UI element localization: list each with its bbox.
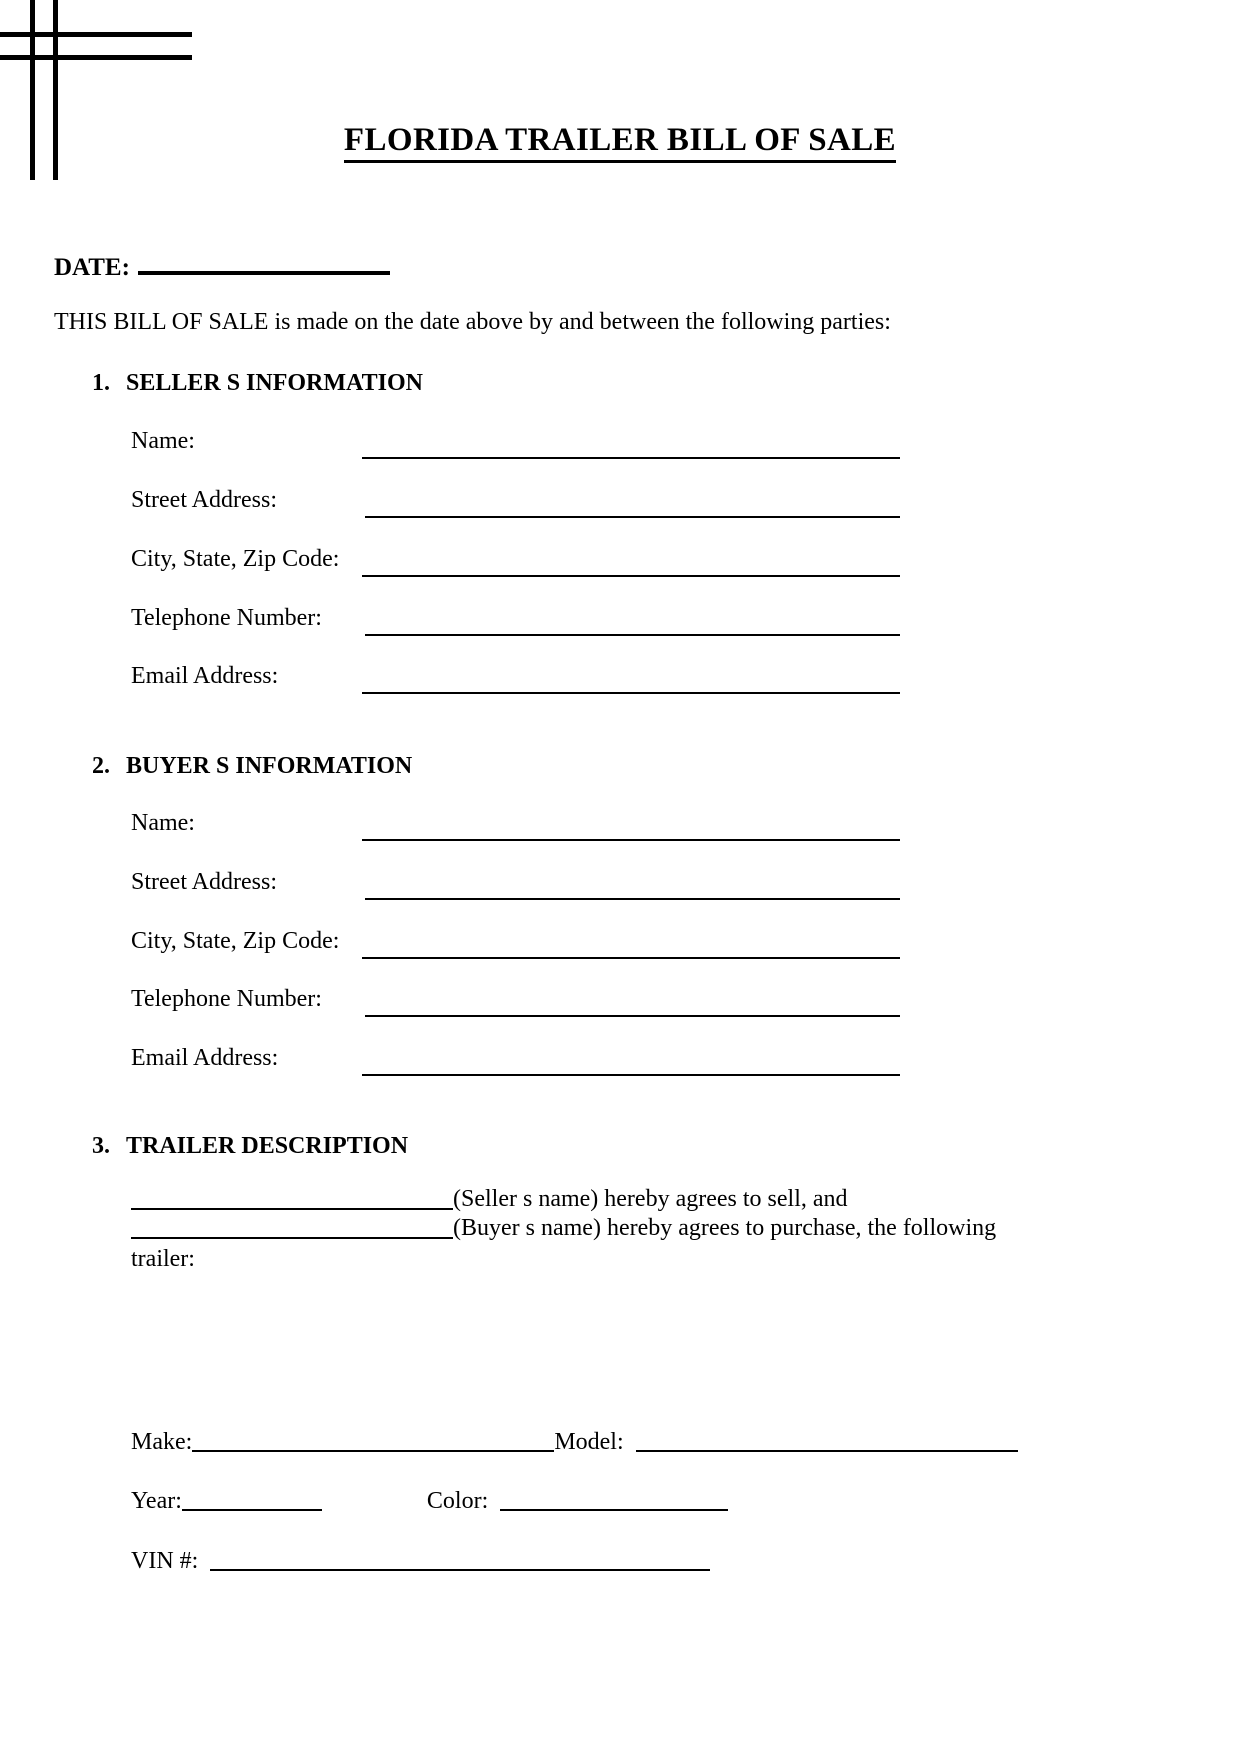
field-blank-buyer-street-address[interactable] <box>365 898 900 900</box>
field-blank-buyer-email[interactable] <box>362 1074 900 1076</box>
page-title <box>0 122 1240 159</box>
clause-tail-text: trailer: <box>131 1246 195 1272</box>
model-blank[interactable] <box>636 1430 1018 1452</box>
field-blank-buyer-telephone[interactable] <box>365 1015 900 1017</box>
field-label: Street Address: <box>131 487 277 513</box>
field-label: Email Address: <box>131 663 279 689</box>
model-label: Model: <box>554 1429 624 1455</box>
seller-name-blank[interactable] <box>131 1186 453 1210</box>
field-label: Email Address: <box>131 1045 279 1071</box>
ornament-line-horizontal <box>0 32 192 37</box>
field-label: Street Address: <box>131 869 277 895</box>
field-row-seller-email <box>131 663 931 697</box>
field-blank-seller-street-address[interactable] <box>365 516 900 518</box>
vin-row <box>131 1548 710 1575</box>
vin-blank[interactable] <box>210 1549 710 1571</box>
field-label: Name: <box>131 810 195 836</box>
field-row-buyer-email <box>131 1045 931 1079</box>
field-label: City, State, Zip Code: <box>131 546 340 572</box>
field-label: Telephone Number: <box>131 605 322 631</box>
buyer-agreement-line <box>131 1214 1091 1243</box>
year-label: Year: <box>131 1488 182 1514</box>
field-blank-seller-telephone[interactable] <box>365 634 900 636</box>
make-blank[interactable] <box>192 1430 554 1452</box>
buyer-name-blank[interactable] <box>131 1215 453 1239</box>
color-blank[interactable] <box>500 1489 728 1511</box>
section-title: TRAILER DESCRIPTION <box>126 1133 409 1159</box>
field-blank-buyer-city-state-zip[interactable] <box>362 957 900 959</box>
ornament-line-horizontal <box>0 55 192 60</box>
year-blank[interactable] <box>182 1489 322 1511</box>
date-row <box>54 251 390 282</box>
date-label: DATE: <box>54 254 130 281</box>
year-color-row <box>131 1488 728 1515</box>
field-label: City, State, Zip Code: <box>131 928 340 954</box>
field-blank-buyer-name[interactable] <box>362 839 900 841</box>
field-row-seller-street-address <box>131 487 931 521</box>
field-blank-seller-email[interactable] <box>362 692 900 694</box>
section-title: SELLER S INFORMATION <box>126 370 423 396</box>
field-row-buyer-telephone <box>131 986 931 1020</box>
intro-paragraph: THIS BILL OF SALE is made on the date above by and between the following parties: <box>54 309 891 335</box>
field-blank-seller-name[interactable] <box>362 457 900 459</box>
vin-label: VIN #: <box>131 1548 199 1574</box>
field-label: Telephone Number: <box>131 986 322 1012</box>
color-label: Color: <box>426 1488 489 1514</box>
buyer-clause-text: (Buyer s name) hereby agrees to purchase, the following <box>453 1215 997 1241</box>
field-row-buyer-city-state-zip <box>131 928 931 962</box>
field-blank-seller-city-state-zip[interactable] <box>362 575 900 577</box>
section-heading-buyer <box>92 753 412 780</box>
make-label: Make: <box>131 1429 193 1455</box>
seller-agreement-line <box>131 1185 1091 1214</box>
section-heading-trailer <box>92 1133 408 1160</box>
date-blank-field[interactable] <box>138 251 390 275</box>
make-model-row <box>131 1429 1018 1456</box>
section-number: 2. <box>92 753 110 779</box>
section-number: 1. <box>92 370 110 396</box>
field-label: Name: <box>131 428 195 454</box>
section-title: BUYER S INFORMATION <box>126 753 413 779</box>
field-row-seller-name <box>131 428 931 462</box>
field-row-seller-telephone <box>131 605 931 639</box>
trailer-agreement-paragraph <box>131 1185 1091 1274</box>
field-row-seller-city-state-zip <box>131 546 931 580</box>
page-title-text: FLORIDA TRAILER BILL OF SALE <box>344 122 896 163</box>
field-row-buyer-street-address <box>131 869 931 903</box>
section-number: 3. <box>92 1133 110 1159</box>
section-heading-seller <box>92 370 423 397</box>
field-row-buyer-name <box>131 810 931 844</box>
seller-clause-text: (Seller s name) hereby agrees to sell, and <box>453 1186 848 1212</box>
